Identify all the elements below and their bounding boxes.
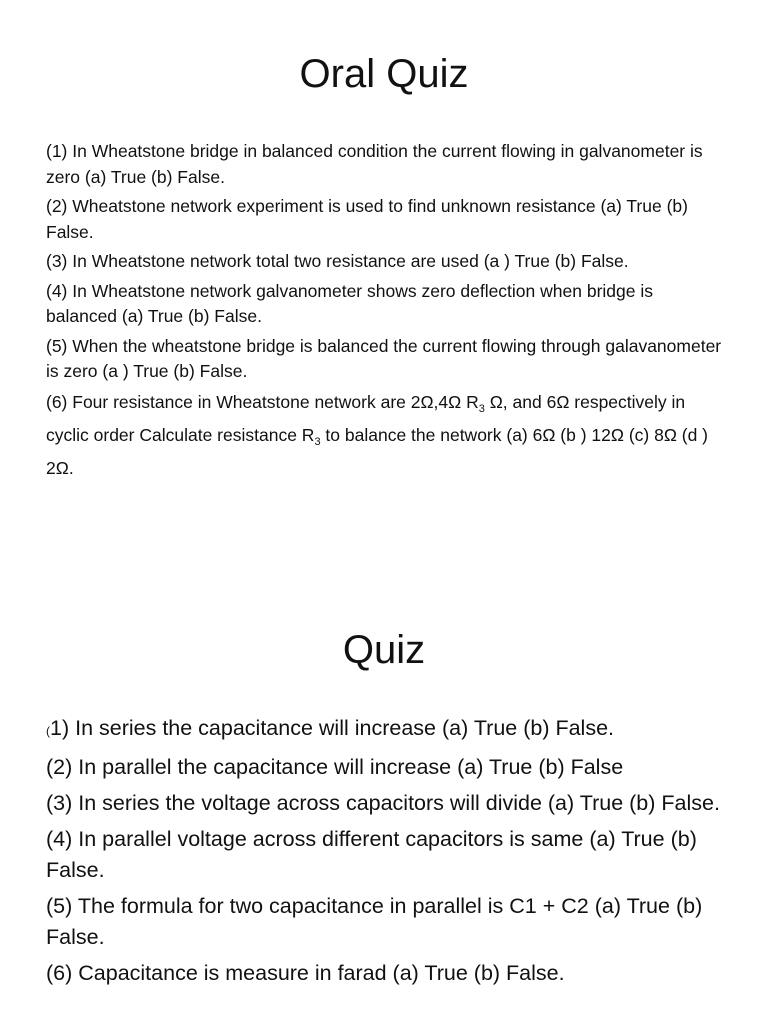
oral-question-3: (3) In Wheatstone network total two resistance are used (a ) True (b) False.	[46, 251, 629, 271]
quiz-question-1-paren: (	[46, 724, 50, 738]
oral-question-1: (1) In Wheatstone bridge in balanced condition the current flowing in galvanometer is zero (a) True (b) False.	[46, 141, 703, 187]
quiz-question-list	[46, 713, 722, 994]
oral-question-5: (5) When the wheatstone bridge is balanced the current flowing through galavanometer is zero (a ) True (b) False.	[46, 335, 722, 381]
quiz-slide	[0, 600, 768, 1024]
quiz-title: Quiz	[342, 628, 426, 672]
oral-question-6-part2: Ω, and 6Ω respectively in cyclic order Calculate resistance R	[46, 391, 686, 445]
quiz-question-1	[46, 713, 722, 747]
quiz-question-4: (4) In parallel voltage across different capacitors is same (a) True (b) False.	[46, 827, 697, 882]
oral-question-2: (2) Wheatstone network experiment is used to find unknown resistance (a) True (b) False.	[46, 196, 688, 242]
oral-question-6-part3: to balance the network (a) 6Ω (b ) 12Ω (c) 8Ω (d ) 2Ω.	[46, 424, 709, 478]
oral-question-6-subscript-2: 3	[314, 435, 321, 448]
quiz-question-5: (5) The formula for two capacitance in parallel is C1 + C2 (a) True (b) False.	[46, 894, 703, 949]
oral-question-6-subscript-1: 3	[478, 402, 485, 415]
oral-quiz-question-list	[46, 139, 722, 489]
oral-question-6	[46, 386, 722, 485]
oral-quiz-title: Oral Quiz	[299, 52, 469, 96]
oral-question-6-part1: (6) Four resistance in Wheatstone network are 2Ω,4Ω R	[46, 391, 479, 412]
oral-question-4: (4) In Wheatstone network galvanometer shows zero deflection when bridge is balanced (a) True (b) False.	[46, 280, 653, 326]
quiz-question-1-text: 1) In series the capacitance will increase (a) True (b) False.	[50, 716, 615, 740]
quiz-question-2: (2) In parallel the capacitance will increase (a) True (b) False	[46, 755, 624, 779]
quiz-question-6: (6) Capacitance is measure in farad (a) True (b) False.	[46, 961, 565, 985]
quiz-question-3: (3) In series the voltage across capacitors will divide (a) True (b) False.	[46, 791, 720, 815]
